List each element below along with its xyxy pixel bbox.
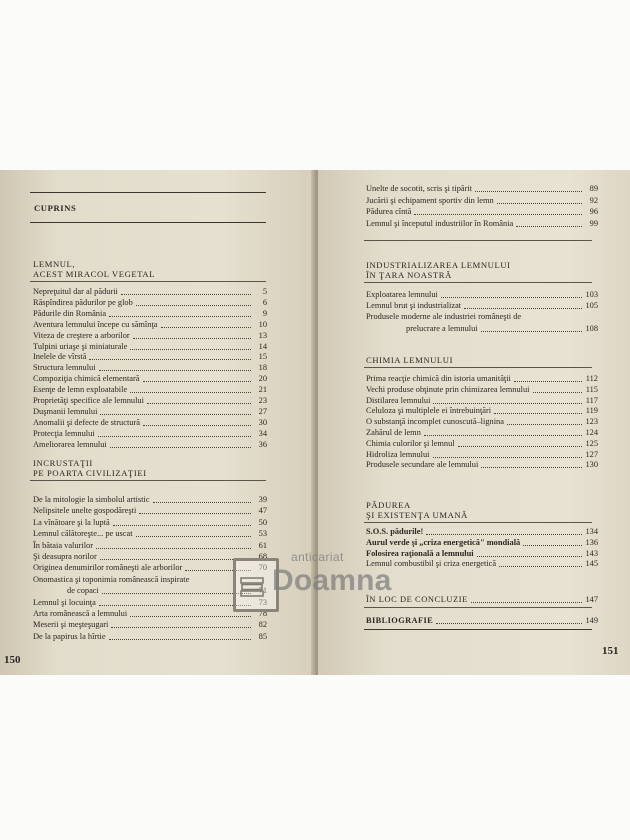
- toc-entry: [33, 529, 267, 539]
- entry-title: Nepreţuitul dar al pădurii: [33, 287, 118, 296]
- leader-dots: [89, 359, 251, 360]
- leader-dots: [499, 566, 582, 567]
- entry-title: Şi deasupra norilor: [33, 552, 97, 561]
- cuprins-heading: CUPRINS: [34, 203, 77, 213]
- entry-title: Originea denumirilor româneşti ale arborilor: [33, 563, 183, 573]
- entry-page: 70: [258, 563, 267, 573]
- toc-entry: [366, 290, 598, 300]
- entry-page: 61: [258, 540, 267, 550]
- entry-page: 117: [585, 395, 598, 405]
- entry-title: Răspîndirea pădurilor pe glob: [33, 297, 133, 307]
- toc-entry: [33, 418, 267, 428]
- toc-entry: [366, 549, 598, 559]
- leader-dots: [436, 623, 582, 624]
- leader-dots: [481, 467, 582, 468]
- entry-title: Chimia culorilor şi lemnul: [366, 438, 455, 448]
- leader-dots: [100, 559, 251, 560]
- entry-page: 105: [585, 301, 598, 311]
- toc-entry: [33, 541, 267, 551]
- watermark-small-text: anticariat: [291, 550, 344, 564]
- section-rule: [364, 522, 592, 523]
- entry-title: Lemnul brut şi industrializat: [366, 301, 462, 311]
- leader-dots: [523, 545, 582, 546]
- entry-page: 36: [258, 439, 267, 449]
- leader-dots: [433, 403, 582, 404]
- leader-dots: [113, 525, 251, 526]
- entry-page: 13: [258, 330, 267, 340]
- section-heading-industrializarea: INDUSTRIALIZAREA LEMNULUI: [366, 260, 511, 270]
- toc-entry: [33, 363, 267, 373]
- leader-dots: [433, 457, 583, 458]
- entry-title: Lemnul şi începutul industriilor în România: [366, 218, 514, 228]
- entry-title: Structura lemnului: [33, 363, 96, 373]
- leader-dots: [98, 436, 251, 437]
- toc-entry: [33, 552, 267, 562]
- leader-dots: [130, 616, 251, 617]
- leader-dots: [139, 513, 251, 514]
- entry-title: Meserii şi meşteşugari: [33, 620, 109, 630]
- toc-entry: [366, 207, 598, 217]
- entry-title: Lemnul combustibil şi criza energetică: [366, 559, 497, 569]
- entry-page: 119: [585, 406, 598, 416]
- leader-dots: [458, 446, 582, 447]
- leader-dots: [143, 425, 251, 426]
- toc-entry-concluzie: [366, 595, 598, 605]
- entry-title: Onomastica şi toponimia românească inspirate: [33, 574, 190, 584]
- entry-title: Distilarea lemnului: [366, 395, 431, 405]
- entry-title: Zahărul de lemn: [366, 428, 421, 437]
- entry-page: 30: [258, 417, 267, 427]
- toc-entry: [366, 219, 598, 229]
- section-heading-incrustatii: INCRUSTAŢII: [33, 458, 93, 468]
- toc-entry: [33, 429, 267, 439]
- entry-title: Esenţe de lemn exploatabile: [33, 385, 128, 395]
- entry-title: Anomalii şi defecte de structură: [33, 417, 140, 427]
- entry-title: S.O.S. pădurile!: [366, 527, 424, 536]
- toc-entry: [366, 301, 598, 311]
- section-heading-lemnul-2: ACEST MIRACOL VEGETAL: [33, 269, 156, 279]
- leader-dots: [96, 548, 251, 549]
- toc-entry-bibliografie: [366, 616, 598, 626]
- section-rule: [364, 607, 592, 608]
- toc-entry: [33, 620, 267, 630]
- entry-page: 85: [258, 631, 267, 641]
- toc-entry: [33, 495, 267, 505]
- toc-entry: [33, 575, 267, 585]
- toc-entry: [33, 309, 267, 319]
- entry-page: 89: [589, 184, 598, 193]
- entry-title: Compoziţia chimică elementară: [33, 374, 140, 384]
- entry-page: 136: [585, 537, 598, 547]
- entry-title: Exploatarea lemnului: [366, 290, 438, 299]
- entry-page: 71: [258, 586, 267, 596]
- leader-dots: [477, 556, 582, 557]
- entry-title: Inelele de vîrstă: [33, 352, 87, 362]
- toc-entry: [33, 287, 267, 297]
- entry-title: Aurul verde şi „criza energetică" mondială: [366, 537, 521, 547]
- toc-entry: [33, 609, 267, 619]
- toc-entry: [366, 460, 598, 470]
- entry-title: Duşmanii lemnului: [33, 406, 98, 416]
- entry-title: Pădurile din România: [33, 308, 107, 318]
- entry-page: 96: [589, 207, 598, 216]
- entry-page: 127: [585, 449, 598, 459]
- toc-entry: [366, 312, 598, 322]
- entry-page: 47: [258, 506, 267, 516]
- section-heading-padurea: PĂDUREA: [366, 500, 411, 510]
- toc-entry: [33, 598, 267, 608]
- entry-page: 123: [585, 417, 598, 427]
- entry-page: 20: [258, 374, 267, 384]
- page-number-left: 150: [4, 654, 21, 666]
- toc-entry: [33, 396, 267, 406]
- toc-entry: [366, 374, 598, 384]
- entry-page: 112: [585, 374, 598, 383]
- toc-entry: [33, 632, 267, 642]
- leader-dots: [102, 593, 251, 594]
- entry-title: Jucării şi echipament sportiv din lemn: [366, 195, 494, 205]
- entry-page: 115: [585, 384, 598, 394]
- toc-entry: [33, 352, 267, 362]
- toc-entry: [366, 538, 598, 548]
- entry-title: Folosirea raţională a lemnului: [366, 548, 474, 558]
- entry-page: 73: [258, 597, 267, 607]
- entry-title: ÎN LOC DE CONCLUZIE: [366, 595, 468, 604]
- entry-page: 130: [585, 460, 598, 470]
- toc-entry: [366, 428, 598, 438]
- entry-page: 5: [262, 287, 267, 296]
- entry-page: 143: [585, 548, 598, 558]
- toc-entry: [33, 320, 267, 330]
- books-logo-icon: [239, 576, 265, 598]
- toc-entry: [33, 331, 267, 341]
- entry-page: 134: [585, 527, 598, 536]
- leader-dots: [136, 305, 251, 306]
- leader-dots: [130, 349, 251, 350]
- toc-entry: [33, 342, 267, 352]
- entry-page: 92: [589, 195, 598, 205]
- entry-title: Lemnul călătoreşte... pe uscat: [33, 529, 133, 539]
- toc-entry: [366, 396, 598, 406]
- entry-title: Arta românească a lemnului: [33, 609, 128, 618]
- entry-title: O substanţă incomplet cunoscută–lignina: [366, 417, 504, 427]
- leader-dots: [481, 331, 582, 332]
- entry-title: În bătaia valurilor: [33, 540, 93, 550]
- entry-page: 27: [258, 406, 267, 416]
- leader-dots: [99, 605, 251, 606]
- entry-title: Lemnul şi locuinţa: [33, 597, 96, 607]
- leader-dots: [99, 370, 251, 371]
- entry-page: 9: [262, 308, 267, 318]
- toc-entry: [33, 506, 267, 516]
- leader-dots: [507, 424, 582, 425]
- entry-title: Protecţia lemnului: [33, 428, 95, 438]
- entry-page: 53: [258, 529, 267, 539]
- toc-entry: [366, 406, 598, 416]
- leader-dots: [471, 602, 582, 603]
- entry-title: Unelte de socotit, scris şi tipărit: [366, 184, 473, 193]
- entry-title: Tulpini uriaşe şi miniaturale: [33, 341, 128, 351]
- entry-page: 68: [258, 552, 267, 561]
- entry-page: 23: [258, 396, 267, 405]
- leader-dots: [533, 392, 583, 393]
- leader-dots: [110, 447, 251, 448]
- leader-dots: [516, 226, 582, 227]
- leader-dots: [514, 381, 582, 382]
- leader-dots: [426, 534, 582, 535]
- entry-page: 147: [585, 595, 598, 604]
- leader-dots: [414, 214, 582, 215]
- entry-title: De la mitologie la simbolul artistic: [33, 495, 150, 504]
- toc-entry: [366, 196, 598, 206]
- entry-title: Produsele secundare ale lemnului: [366, 460, 479, 470]
- page-number-right: 151: [602, 645, 619, 657]
- entry-title: Viteza de creştere a arborilor: [33, 330, 130, 340]
- entry-page: 21: [258, 385, 267, 395]
- leader-dots: [475, 191, 582, 192]
- section-heading-chimia: CHIMIA LEMNULUI: [366, 355, 454, 365]
- section-rule: [30, 281, 266, 282]
- entry-title: Celuloza şi multiplele ei întrebuinţări: [366, 406, 492, 416]
- entry-title: Vechi produse obţinute prin chimizarea lemnului: [366, 384, 530, 394]
- leader-dots: [464, 308, 582, 309]
- leader-dots: [136, 536, 251, 537]
- toc-entry: [366, 417, 598, 427]
- section-rule: [364, 282, 592, 283]
- bottom-rule: [364, 629, 592, 630]
- entry-title: de copaci: [67, 586, 99, 596]
- toc-entry: [366, 184, 598, 194]
- watermark-big-text: Doamna: [272, 564, 392, 597]
- entry-title: Pădurea cîntă: [366, 207, 412, 216]
- section-heading-incrustatii-2: PE POARTA CIVILIZAŢIEI: [33, 468, 147, 478]
- section-rule: [364, 240, 592, 241]
- entry-title: Ameliorarea lemnului: [33, 439, 107, 449]
- entry-page: 99: [589, 218, 598, 228]
- toc-entry: [33, 407, 267, 417]
- entry-page: 14: [258, 341, 267, 351]
- section-rule: [30, 480, 266, 481]
- toc-entry: [33, 374, 267, 384]
- toc-entry: [33, 298, 267, 308]
- leader-dots: [424, 435, 582, 436]
- entry-page: 15: [258, 352, 267, 362]
- entry-title: Aventura lemnului începe cu sămînţa: [33, 319, 158, 329]
- entry-title: BIBLIOGRAFIE: [366, 616, 434, 625]
- entry-page: 39: [258, 495, 267, 504]
- entry-page: 108: [585, 323, 598, 333]
- leader-dots: [497, 203, 582, 204]
- top-rule: [30, 192, 266, 193]
- leader-dots: [133, 338, 251, 339]
- toc-entry: [33, 440, 267, 450]
- toc-entry: [366, 450, 598, 460]
- entry-page: 125: [585, 438, 598, 448]
- section-heading-padurea-2: ŞI EXISTENŢA UMANĂ: [366, 510, 468, 520]
- leader-dots: [494, 413, 582, 414]
- entry-page: 103: [585, 290, 598, 299]
- entry-title: De la papirus la hîrtie: [33, 631, 106, 641]
- entry-page: 34: [258, 428, 267, 438]
- leader-dots: [109, 316, 251, 317]
- entry-title: Nelipsitele unelte gospodăreşti: [33, 506, 137, 516]
- toc-entry: [33, 385, 267, 395]
- open-book: [0, 170, 630, 675]
- toc-entry: [33, 563, 267, 573]
- entry-title: Prima reacţie chimică din istoria umanităţii: [366, 374, 511, 383]
- toc-entry: [366, 527, 598, 537]
- leader-dots: [121, 294, 251, 295]
- leader-dots: [143, 381, 251, 382]
- entry-title: prelucrare a lemnului: [406, 323, 478, 333]
- section-rule: [364, 367, 592, 368]
- toc-entry: [406, 324, 598, 334]
- leader-dots: [161, 327, 252, 328]
- leader-dots: [130, 392, 251, 393]
- section-heading-industrializarea-2: ÎN ŢARA NOASTRĂ: [366, 270, 452, 280]
- entry-page: 124: [585, 428, 598, 437]
- leader-dots: [147, 403, 251, 404]
- entry-title: Produsele moderne ale industriei româneşti de: [366, 312, 522, 322]
- toc-entry: [366, 385, 598, 395]
- leader-dots: [111, 627, 251, 628]
- toc-entry: [33, 518, 267, 528]
- leader-dots: [153, 502, 251, 503]
- entry-page: 145: [585, 559, 598, 569]
- entry-page: 6: [262, 297, 267, 307]
- entry-page: 10: [258, 319, 267, 329]
- toc-entry: [366, 439, 598, 449]
- entry-page: 149: [585, 616, 598, 625]
- entry-title: Proprietăţi specifice ale lemnului: [33, 396, 144, 405]
- entry-page: 50: [258, 517, 267, 527]
- leader-dots: [100, 414, 251, 415]
- cuprins-rule: [30, 222, 266, 223]
- right-page: [318, 170, 630, 675]
- section-heading-lemnul: LEMNUL,: [33, 259, 76, 269]
- entry-title: La vînătoare şi la luptă: [33, 517, 110, 527]
- entry-page: 82: [258, 620, 267, 630]
- leader-dots: [109, 639, 251, 640]
- entry-page: 78: [258, 609, 267, 618]
- entry-title: Hidroliza lemnului: [366, 449, 430, 459]
- entry-page: 18: [258, 363, 267, 373]
- leader-dots: [441, 297, 582, 298]
- toc-entry: [366, 559, 598, 569]
